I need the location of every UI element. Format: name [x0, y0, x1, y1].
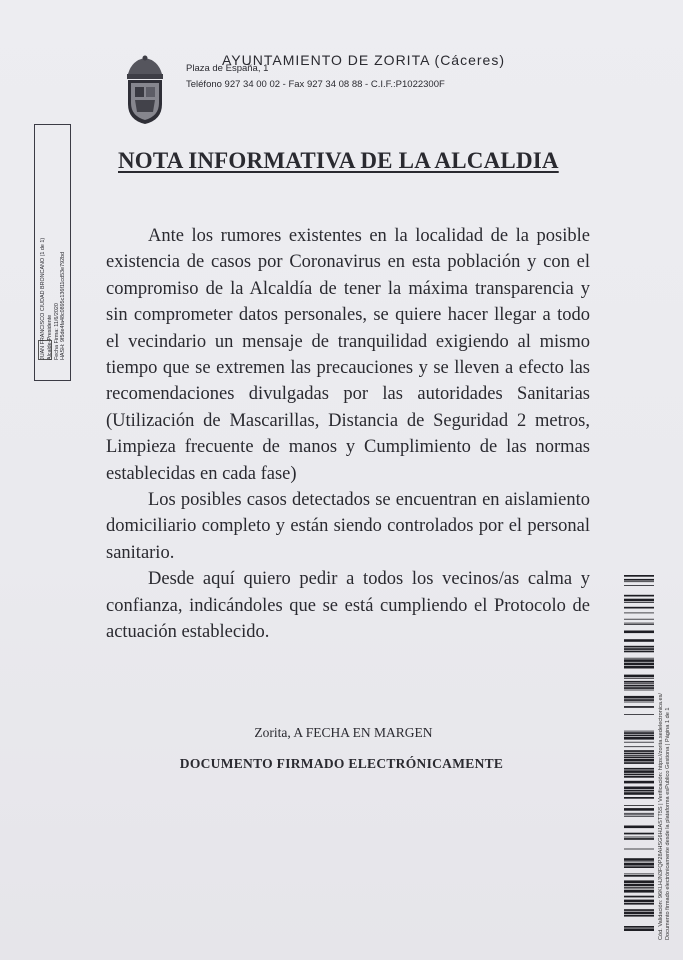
barcode-bar	[624, 808, 654, 811]
barcode-bar	[624, 890, 654, 893]
barcode-bar	[624, 838, 654, 840]
barcode-bar	[624, 690, 654, 691]
validation-code: Cód. Validación: 96KLHJN3FQP28AHSG6HJASTT5S | Verificación: https://zorita.sedelectronica.es/	[658, 693, 664, 940]
barcode-bar	[624, 595, 654, 597]
barcode-bar	[624, 683, 654, 684]
barcode-bar	[624, 884, 654, 887]
barcode-bar	[624, 875, 654, 877]
barcode-icon	[624, 575, 654, 935]
body-paragraph-3: Desde aquí quiero pedir a todos los vecinos/as calma y confianza, indicándoles que se está cumpliendo el Protocolo de actuación establecido.	[106, 569, 590, 643]
barcode-bar	[624, 757, 654, 759]
barcode-bar	[624, 896, 654, 898]
barcode-bar	[624, 792, 654, 795]
barcode-bar	[624, 659, 654, 662]
body-paragraph-2: Los posibles casos detectados se encuentran en aislamiento domiciliario completo y están siendo controlados por el personal sanitario.	[106, 490, 590, 563]
barcode-bar	[624, 816, 654, 817]
barcode-bar	[624, 928, 654, 931]
barcode-bar	[624, 858, 654, 861]
barcode-bar	[624, 862, 654, 863]
barcode-bar	[624, 750, 654, 752]
barcode-bar	[624, 699, 654, 701]
body-paragraph-1: Ante los rumores existentes en la localidad de la posible existencia de casos por Coronavirus en esta población y con el compromiso de la Alcaldía de tener la máxima transparencia y sin comprometer datos personales, se quiere hacer llegar a todo el vecindario un mensaje de tranquilidad exigiendo al mismo tiempo que se extremen las precauciones y se lleven a efecto las recomendaciones divulgadas por las autoridades Sanitarias (Utilización de Mascarillas, Distancia de Seguridad 2 metros, Limpieza frecuente de manos y Cumplimiento de las normas establecidas en cada fase)	[106, 226, 590, 484]
barcode-bar	[624, 762, 654, 764]
barcode-bar	[624, 849, 654, 850]
barcode-bar	[624, 887, 654, 888]
signature-stamp-text	[40, 155, 67, 360]
document-title: NOTA INFORMATIVA DE LA ALCALDIA	[118, 148, 559, 173]
barcode-bar	[624, 926, 654, 928]
barcode-bar	[624, 631, 654, 634]
city-hall-address: Plaza de España, 1	[186, 63, 269, 74]
barcode-bar	[624, 737, 654, 740]
barcode-bar	[624, 753, 654, 755]
barcode-bar	[624, 866, 654, 868]
barcode-bar	[624, 768, 654, 770]
barcode-bar	[624, 903, 654, 905]
barcode-bar	[624, 619, 654, 620]
validation-margin-text	[658, 610, 672, 940]
barcode-bar	[624, 696, 654, 699]
barcode-bar	[624, 742, 654, 743]
barcode-bar	[624, 759, 654, 762]
barcode-bar	[624, 666, 654, 669]
barcode-bar	[624, 581, 654, 582]
barcode-bar	[624, 774, 654, 776]
barcode-bar	[624, 805, 654, 806]
barcode-bar	[624, 776, 654, 778]
barcode-bar	[624, 732, 654, 734]
barcode-bar	[624, 814, 654, 815]
barcode-bar	[624, 755, 654, 756]
barcode-bar	[624, 900, 654, 903]
barcode-bar	[624, 746, 654, 747]
barcode-bar	[624, 880, 654, 883]
barcode-bar	[624, 613, 654, 614]
barcode-bar	[624, 770, 654, 773]
barcode-bar	[624, 681, 654, 683]
barcode-bar	[624, 781, 654, 784]
barcode-bar	[624, 731, 654, 732]
barcode-bar	[624, 837, 654, 838]
barcode-bar	[624, 599, 654, 602]
barcode-bar	[624, 790, 654, 792]
barcode-bar	[624, 658, 654, 659]
barcode-bar	[624, 579, 654, 581]
barcode-bar	[624, 833, 654, 835]
barcode-bar	[624, 651, 654, 653]
barcode-bar	[624, 585, 654, 586]
barcode-bar	[624, 648, 654, 650]
platform-note: Documento firmado electrónicamente desde la plataforma esPublico Gestiona | Página 1 de 1	[665, 707, 671, 940]
barcode-bar	[624, 675, 654, 678]
barcode-bar	[624, 714, 654, 715]
city-hall-contact: Teléfono 927 34 00 02 - Fax 927 34 08 88 - C.I.F.:P1022300F	[186, 79, 445, 90]
stamp-signer: JUAN FRANCISCO CIUDAD BRONCANO (1 de 1)	[40, 237, 46, 360]
city-hall-name: AYUNTAMIENTO DE ZORITA (Cáceres)	[222, 52, 505, 68]
barcode-bar	[624, 702, 654, 703]
place-and-date: Zorita, A FECHA EN MARGEN	[254, 725, 433, 740]
barcode-bar	[624, 874, 654, 875]
barcode-bar	[624, 623, 654, 624]
barcode-bar	[624, 646, 654, 648]
barcode-bar	[624, 787, 654, 790]
barcode-bar	[624, 607, 654, 609]
barcode-bar	[624, 735, 654, 737]
stamp-role: Alcalde-Presidente	[46, 314, 53, 360]
stamp-hash: HASH: 9f5de4fa48c0895c136f11cd53e792bd	[60, 251, 67, 360]
barcode-bar	[624, 889, 654, 890]
barcode-bar	[624, 912, 654, 915]
barcode-bar	[624, 909, 654, 911]
stamp-date: Fecha Firma: 11/6/2020	[53, 303, 60, 360]
barcode-bar	[624, 663, 654, 666]
document-body	[106, 223, 590, 646]
electronic-signature-note: DOCUMENTO FIRMADO ELECTRÓNICAMENTE	[179, 756, 504, 771]
barcode-bar	[624, 687, 654, 689]
barcode-bar	[624, 797, 654, 799]
barcode-bar	[624, 639, 654, 642]
barcode-bar	[624, 706, 654, 708]
barcode-bar	[624, 813, 654, 814]
barcode-bar	[624, 602, 654, 603]
barcode-bar	[624, 915, 654, 917]
barcode-bar	[624, 624, 654, 625]
barcode-bar	[624, 685, 654, 687]
barcode-bar	[624, 575, 654, 577]
barcode-bar	[624, 826, 654, 829]
municipal-coat-of-arms-icon	[122, 54, 168, 126]
barcode-bar	[624, 678, 654, 679]
barcode-bar	[624, 863, 654, 866]
